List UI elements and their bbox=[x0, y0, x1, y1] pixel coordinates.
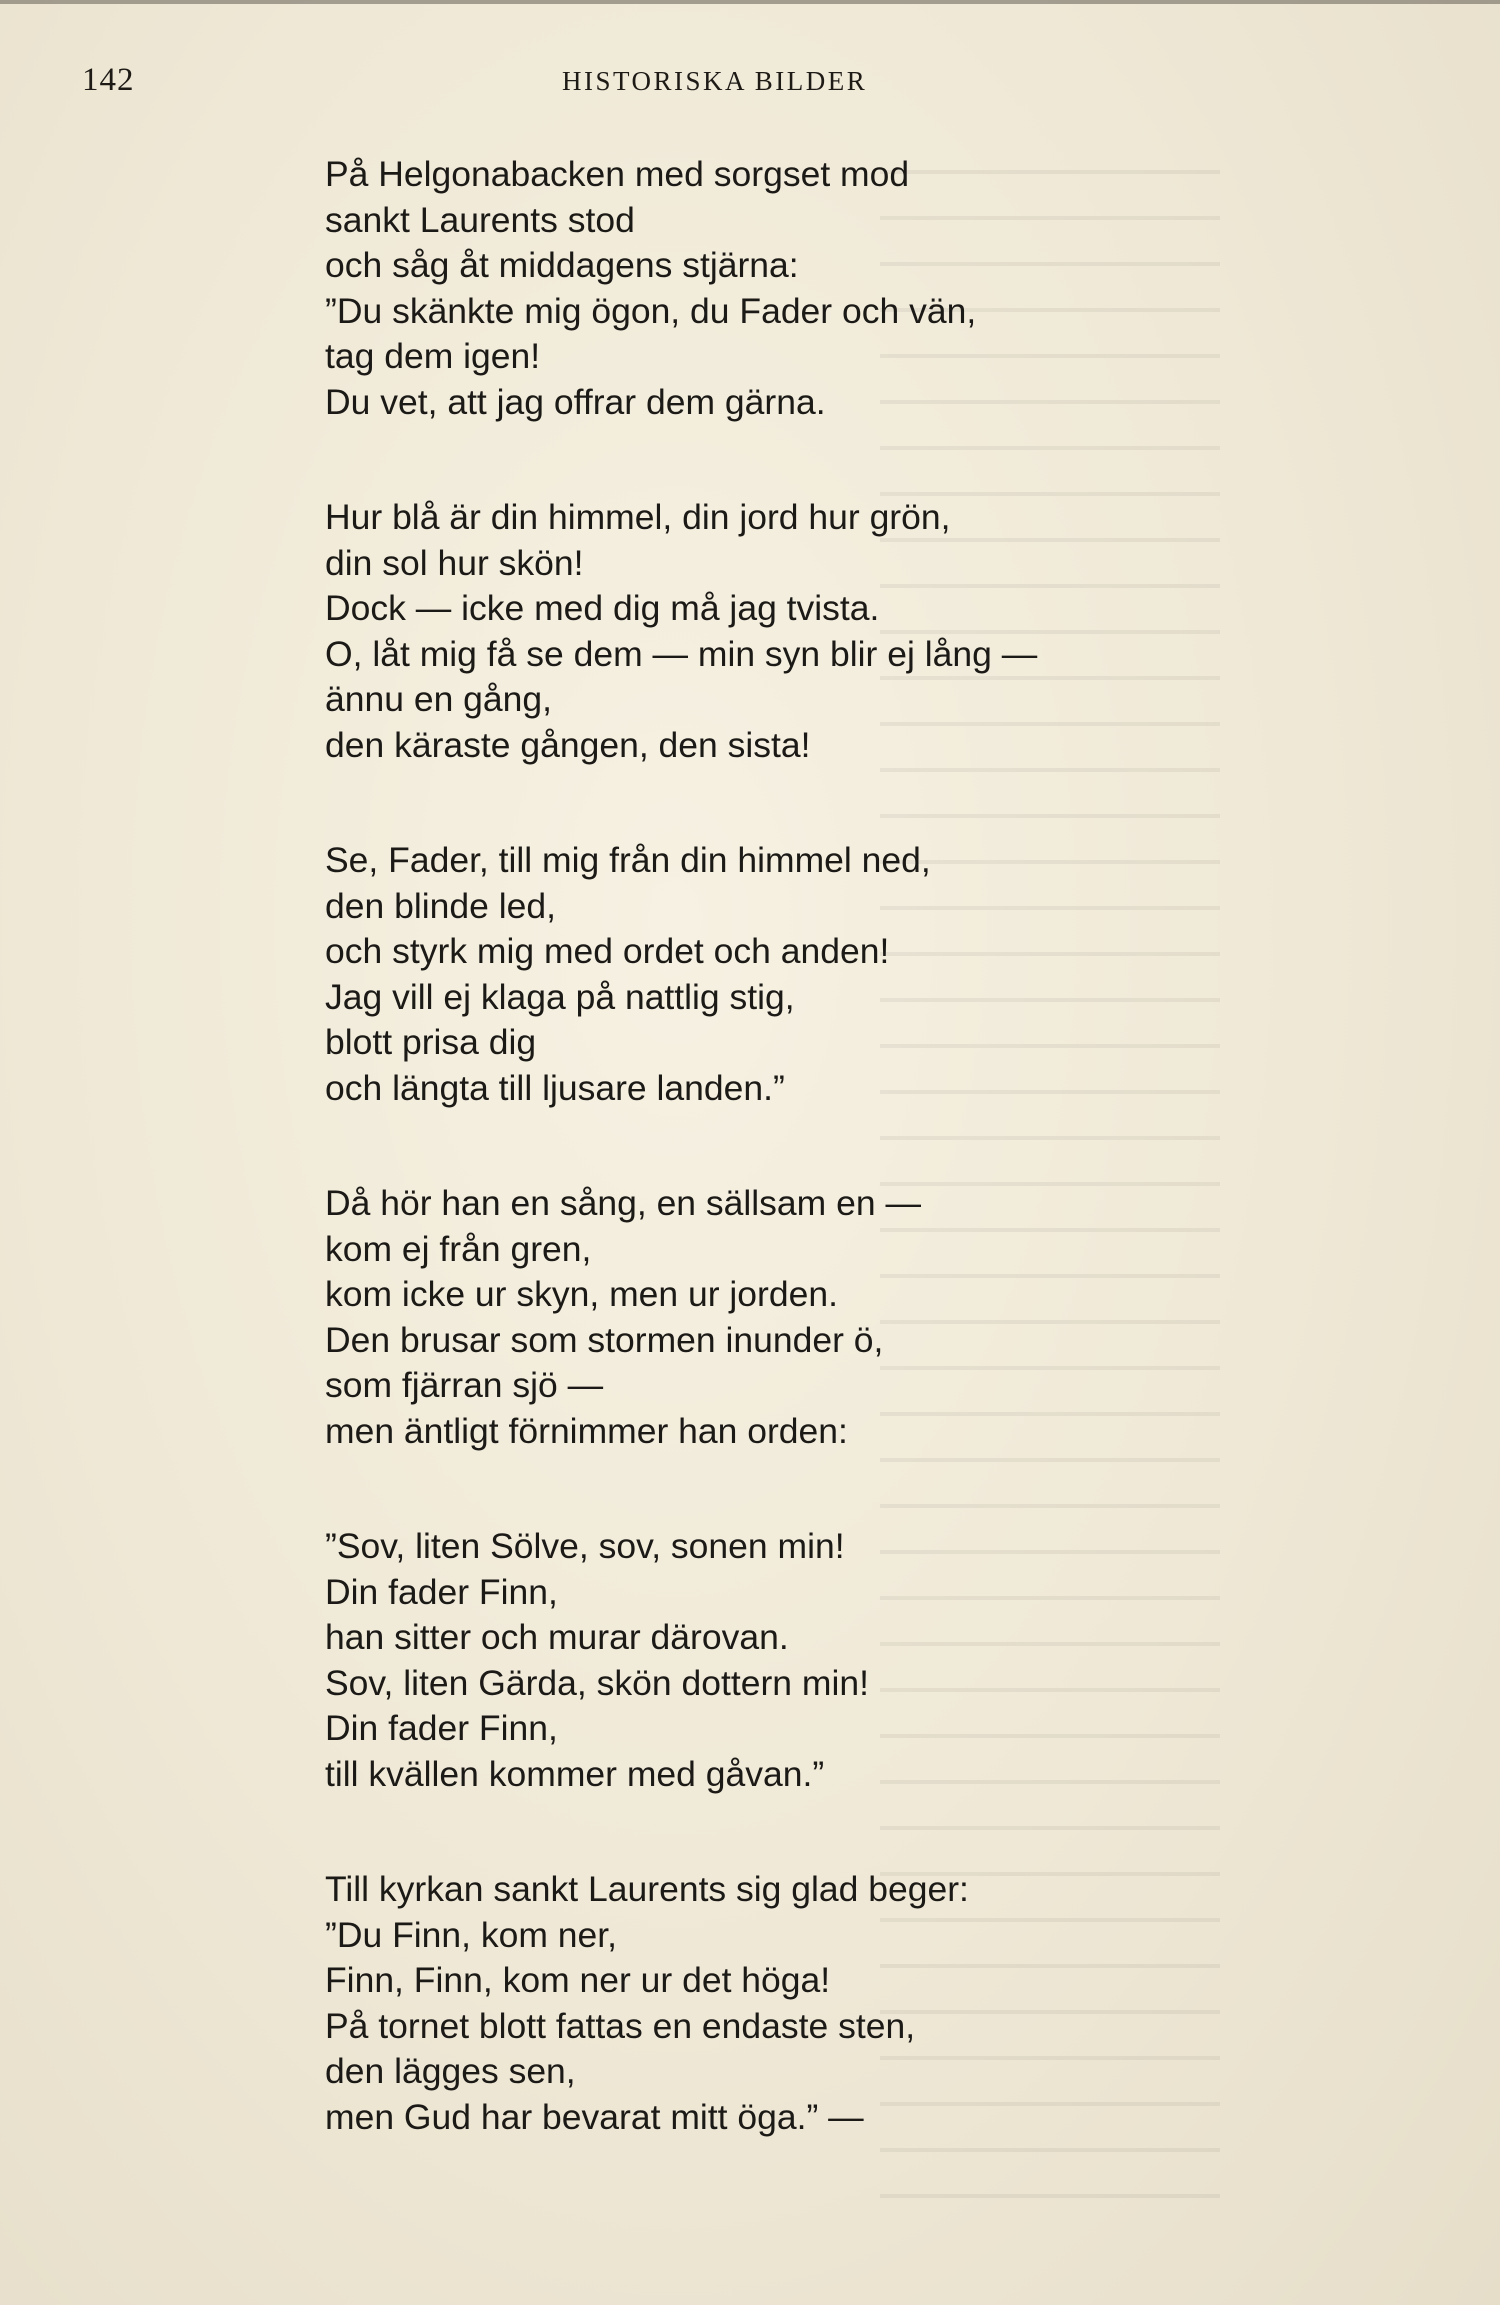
verse-line: Finn, Finn, kom ner ur det höga! bbox=[325, 1960, 831, 2000]
verse-line: men äntligt förnimmer han orden: bbox=[325, 1410, 848, 1451]
verse-line: blott prisa dig bbox=[325, 1022, 537, 1062]
verse-line: Till kyrkan sankt Laurents sig glad beger: bbox=[325, 1869, 969, 1909]
stanza-2 bbox=[325, 495, 1325, 768]
verse-line: Din fader Finn, bbox=[325, 1708, 558, 1748]
verse-line: Jag vill ej klaga på nattlig stig, bbox=[325, 976, 795, 1017]
verse-line: den blinde led, bbox=[325, 885, 556, 926]
page-number: 142 bbox=[82, 62, 135, 98]
stanza-1 bbox=[325, 152, 1325, 425]
verse-line: Hur blå är din himmel, din jord hur grön, bbox=[325, 497, 951, 537]
verse-line: Din fader Finn, bbox=[325, 1571, 558, 1612]
verse-line: sankt Laurents stod bbox=[325, 199, 635, 240]
running-title: HISTORISKA BILDER bbox=[562, 66, 868, 96]
stanza-5 bbox=[325, 1524, 1325, 1797]
verse-line: På tornet blott fattas en endaste sten, bbox=[325, 2005, 916, 2046]
verse-line: och styrk mig med ordet och anden! bbox=[325, 931, 890, 971]
stanza-3 bbox=[325, 838, 1325, 1111]
verse-line: kom icke ur skyn, men ur jorden. bbox=[325, 1274, 838, 1314]
verse-line: ”Du Finn, kom ner, bbox=[325, 1914, 617, 1955]
verse-line: och längta till ljusare landen.” bbox=[325, 1067, 785, 1108]
verse-line: ”Sov, liten Sölve, sov, sonen min! bbox=[325, 1526, 845, 1566]
verse-line: din sol hur skön! bbox=[325, 542, 584, 583]
verse-line: Då hör han en sång, en sällsam en — bbox=[325, 1183, 921, 1223]
verse-line: till kvällen kommer med gåvan.” bbox=[325, 1753, 825, 1794]
verse-line: som fjärran sjö — bbox=[325, 1365, 604, 1405]
verse-line: O, låt mig få se dem — min syn blir ej lång — bbox=[325, 633, 1038, 674]
verse-line: tag dem igen! bbox=[325, 336, 541, 376]
stanza-4 bbox=[325, 1181, 1325, 1454]
poem bbox=[325, 152, 1325, 2210]
verse-line: Du vet, att jag offrar dem gärna. bbox=[325, 381, 826, 422]
verse-line: han sitter och murar därovan. bbox=[325, 1617, 789, 1657]
verse-line: Se, Fader, till mig från din himmel ned, bbox=[325, 840, 931, 880]
verse-line: ”Du skänkte mig ögon, du Fader och vän, bbox=[325, 290, 977, 331]
verse-line: Den brusar som stormen inunder ö, bbox=[325, 1319, 884, 1360]
verse-line: Dock — icke med dig må jag tvista. bbox=[325, 588, 880, 628]
verse-line: ännu en gång, bbox=[325, 679, 553, 719]
verse-line: Sov, liten Gärda, skön dottern min! bbox=[325, 1662, 869, 1703]
verse-line: På Helgonabacken med sorgset mod bbox=[325, 154, 910, 194]
page-header bbox=[0, 62, 1500, 112]
verse-line: kom ej från gren, bbox=[325, 1228, 592, 1269]
verse-line: den käraste gången, den sista! bbox=[325, 724, 811, 765]
verse-line: och såg åt middagens stjärna: bbox=[325, 245, 799, 285]
stanza-6 bbox=[325, 1867, 1325, 2140]
verse-line: men Gud har bevarat mitt öga.” — bbox=[325, 2096, 864, 2137]
verse-line: den lägges sen, bbox=[325, 2051, 576, 2091]
